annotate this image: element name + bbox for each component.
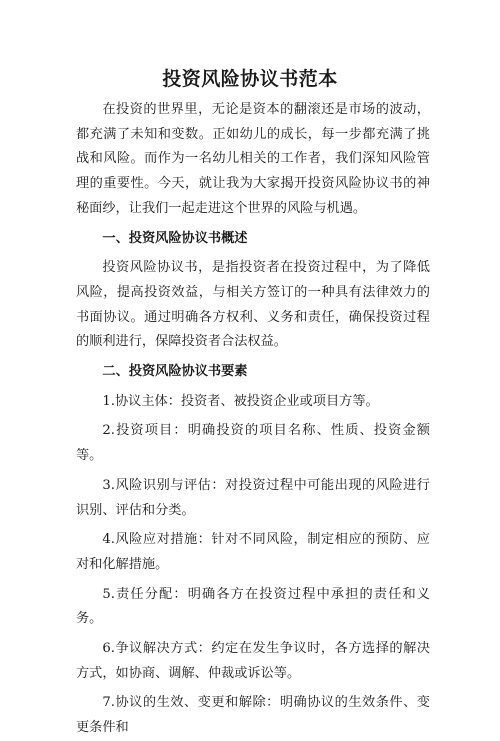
section-2-heading: 二、投资风险协议书要素 [102,364,248,380]
section-1-heading: 一、投资风险协议书概述 [102,230,248,246]
list-item-6: 6.争议解决方式：约定在发生争议时，各方选择的解决方式，如协商、调解、仲裁或诉讼等。 [76,641,430,681]
list-item-3: 3.风险识别与评估：对投资过程中可能出现的风险进行识别、评估和分类。 [76,477,430,518]
list-item-1: 1.协议主体：投资者、被投资企业或项目方等。 [102,393,379,409]
section-1-paragraph: 投资风险协议书，是指投资者在投资过程中，为了降低风险，提高投资效益，与相关方签订的一种具有法律效力的书面协议。通过明确各方权利、义务和责任，确保投资过程的顺利进行，保障投资者合法权益。 [76,260,430,350]
document-body [76,98,430,741]
list-item-4: 4.风险应对措施：针对不同风险，制定相应的预防、应对和化解措施。 [76,532,430,572]
list-item-7: 7.协议的生效、变更和解除：明确协议的生效条件、变更条件和 [76,695,430,736]
list-item-5: 5.责任分配：明确各方在投资过程中承担的责任和义务。 [76,586,430,627]
intro-paragraph: 在投资的世界里，无论是资本的翻滚还是市场的波动，都充满了未知和变数。正如幼儿的成长，每一步都充满了挑战和风险。而作为一名幼儿相关的工作者，我们深知风险管理的重要性。今天，就让我为大家揭开投资风险协议书的神秘面纱，让我们一起走进这个世界的风险与机遇。 [76,102,430,216]
list-item-2: 2.投资项目：明确投资的项目名称、性质、投资金额等。 [76,423,430,464]
document-title: 投资风险协议书范本 [162,68,338,90]
